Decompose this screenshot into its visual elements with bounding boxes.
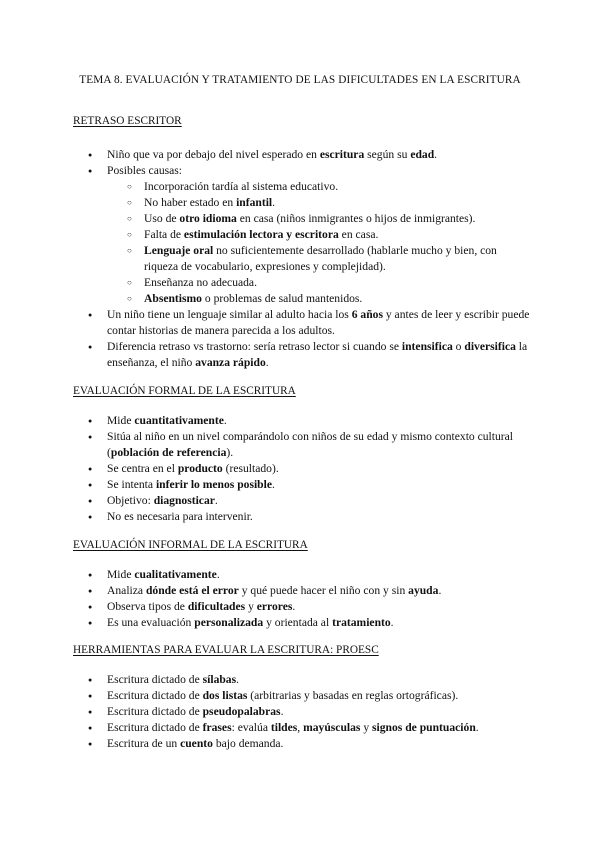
sub-list-item xyxy=(107,179,533,195)
text-run: no suficientemente desarrollado (hablarle mucho y bien, con riqueza de vocabulario, expresiones y complejidad). xyxy=(144,244,497,273)
bold-text: 6 años xyxy=(351,308,383,321)
bullet-list xyxy=(73,567,533,631)
bold-text: cualitativamente xyxy=(134,568,217,581)
text-run: Uso de xyxy=(144,212,180,225)
text-run: Incorporación tardía al sistema educativo. xyxy=(144,180,339,193)
section-evaluacion-informal xyxy=(73,537,533,631)
bold-text: personalizada xyxy=(194,616,264,629)
section-retraso-escritor xyxy=(73,113,533,371)
bold-text: dónde está el error xyxy=(145,584,239,597)
text-run: Escritura dictado de xyxy=(107,721,203,734)
text-run: . xyxy=(475,721,479,734)
text-run: o xyxy=(452,340,465,353)
text-run: Se intenta xyxy=(107,478,156,491)
section-heading: RETRASO ESCRITOR xyxy=(73,115,182,127)
text-run: Observa tipos de xyxy=(107,600,188,613)
bold-text: producto xyxy=(177,462,223,475)
text-run: No haber estado en xyxy=(144,196,237,209)
bold-text: cuento xyxy=(180,737,213,750)
text-run: Escritura dictado de xyxy=(107,689,203,702)
text-run: y xyxy=(245,600,257,613)
list-item xyxy=(73,461,533,477)
text-run: Escritura de un xyxy=(107,737,181,750)
sub-list-item xyxy=(107,291,533,307)
text-run: o problemas de salud mantenidos. xyxy=(201,292,363,305)
bold-text: escritura xyxy=(319,148,365,161)
bold-text: signos de puntuación xyxy=(372,721,476,734)
list-item xyxy=(73,477,533,493)
text-run: Mide xyxy=(107,568,135,581)
bold-text: población de referencia xyxy=(110,446,227,459)
section-heading: EVALUACIÓN FORMAL DE LA ESCRITURA xyxy=(73,385,296,397)
text-run: (resultado). xyxy=(222,462,279,475)
list-item xyxy=(73,413,533,429)
list-item xyxy=(73,736,533,752)
list-item xyxy=(73,163,533,307)
sub-list-item xyxy=(107,195,533,211)
text-run: Mide xyxy=(107,414,135,427)
bold-text: otro idioma xyxy=(179,212,237,225)
bold-text: intensifica xyxy=(401,340,453,353)
text-run: en casa. xyxy=(338,228,379,241)
bold-text: tildes xyxy=(270,721,298,734)
bold-text: Lenguaje oral xyxy=(144,244,214,257)
text-run: Posibles causas: xyxy=(107,164,183,177)
bold-text: edad xyxy=(410,148,435,161)
bold-text: avanza rápido xyxy=(195,356,266,369)
bold-text: dificultades xyxy=(187,600,246,613)
bullet-list xyxy=(73,413,533,525)
list-item xyxy=(73,429,533,461)
sub-list-item xyxy=(107,275,533,291)
text-run: y xyxy=(360,721,373,734)
text-run: , xyxy=(297,721,304,734)
text-run: . xyxy=(292,600,296,613)
text-run: . xyxy=(272,196,276,209)
sub-list-item xyxy=(107,227,533,243)
section-heading: HERRAMIENTAS PARA EVALUAR LA ESCRITURA: PROESC xyxy=(73,644,379,656)
text-run: . xyxy=(214,494,218,507)
list-item xyxy=(73,672,533,688)
list-item xyxy=(73,583,533,599)
bold-text: mayúsculas xyxy=(303,721,361,734)
list-item xyxy=(73,720,533,736)
bold-text: dos listas xyxy=(202,689,248,702)
list-item xyxy=(73,147,533,163)
text-run: Un niño tiene un lenguaje similar al adulto hacia los xyxy=(107,308,352,321)
text-run: . xyxy=(434,148,438,161)
text-run: No es necesaria para intervenir. xyxy=(107,510,253,523)
text-run: y antes de leer y escribir puede contar historias de manera parecida a los adultos. xyxy=(107,308,530,337)
bold-text: sílabas xyxy=(202,673,237,686)
text-run: Diferencia retraso vs trastorno: sería retraso lector si cuando se xyxy=(107,340,402,353)
list-item xyxy=(73,493,533,509)
list-item xyxy=(73,339,533,371)
list-item xyxy=(73,599,533,615)
sub-list-item xyxy=(107,243,533,275)
document-title: TEMA 8. EVALUACIÓN Y TRATAMIENTO DE LAS DIFICULTADES EN LA ESCRITURA xyxy=(79,74,521,86)
section-herramientas-proesc xyxy=(73,642,533,752)
bold-text: Absentismo xyxy=(144,292,202,305)
text-run: y orientada al xyxy=(263,616,333,629)
bullet-list xyxy=(73,672,533,752)
text-run: : evalúa xyxy=(231,721,271,734)
bold-text: estimulación lectora y escritora xyxy=(183,228,339,241)
text-run: . xyxy=(236,673,240,686)
bold-text: frases xyxy=(202,721,232,734)
text-run: en casa (niños inmigrantes o hijos de inmigrantes). xyxy=(236,212,476,225)
section-heading: EVALUACIÓN INFORMAL DE LA ESCRITURA xyxy=(73,539,308,551)
text-run: Escritura dictado de xyxy=(107,705,203,718)
bold-text: pseudopalabras xyxy=(202,705,281,718)
text-run: Analiza xyxy=(107,584,146,597)
text-run: . xyxy=(390,616,394,629)
sub-list-item xyxy=(107,211,533,227)
text-run: . xyxy=(438,584,442,597)
text-run: bajo demanda. xyxy=(212,737,284,750)
list-item xyxy=(73,307,533,339)
text-run: (arbitrarias y basadas en reglas ortográficas). xyxy=(247,689,459,702)
text-run: Niño que va por debajo del nivel esperado en xyxy=(107,148,320,161)
text-run: y qué puede hacer el niño con y sin xyxy=(238,584,409,597)
bold-text: diagnosticar xyxy=(153,494,215,507)
text-run: Objetivo: xyxy=(107,494,154,507)
text-run: . xyxy=(265,356,269,369)
text-run: . xyxy=(216,568,220,581)
bold-text: infantil xyxy=(236,196,273,209)
bold-text: ayuda xyxy=(408,584,439,597)
list-item xyxy=(73,615,533,631)
bold-text: diversifica xyxy=(464,340,516,353)
list-item xyxy=(73,704,533,720)
text-run: según su xyxy=(364,148,411,161)
text-run: Escritura dictado de xyxy=(107,673,203,686)
text-run: Sitúa al niño en un nivel comparándolo con niños de su edad y mismo contexto cultural ( xyxy=(107,430,514,459)
section-evaluacion-formal xyxy=(73,383,533,525)
list-item xyxy=(73,567,533,583)
list-item xyxy=(73,688,533,704)
text-run: ). xyxy=(226,446,234,459)
text-run: . xyxy=(223,414,227,427)
text-run: Es una evaluación xyxy=(107,616,195,629)
bold-text: inferir lo menos posible xyxy=(155,478,272,491)
bold-text: errores xyxy=(256,600,293,613)
bold-text: tratamiento xyxy=(332,616,391,629)
text-run: la enseñanza, el niño xyxy=(107,340,528,369)
sub-bullet-list xyxy=(107,179,533,307)
bold-text: cuantitativamente xyxy=(134,414,224,427)
text-run: Se centra en el xyxy=(107,462,178,475)
text-run: . xyxy=(280,705,284,718)
text-run: Enseñanza no adecuada. xyxy=(144,276,257,289)
text-run: Falta de xyxy=(144,228,184,241)
text-run: . xyxy=(272,478,275,491)
list-item xyxy=(73,509,533,525)
bullet-list xyxy=(73,147,533,371)
